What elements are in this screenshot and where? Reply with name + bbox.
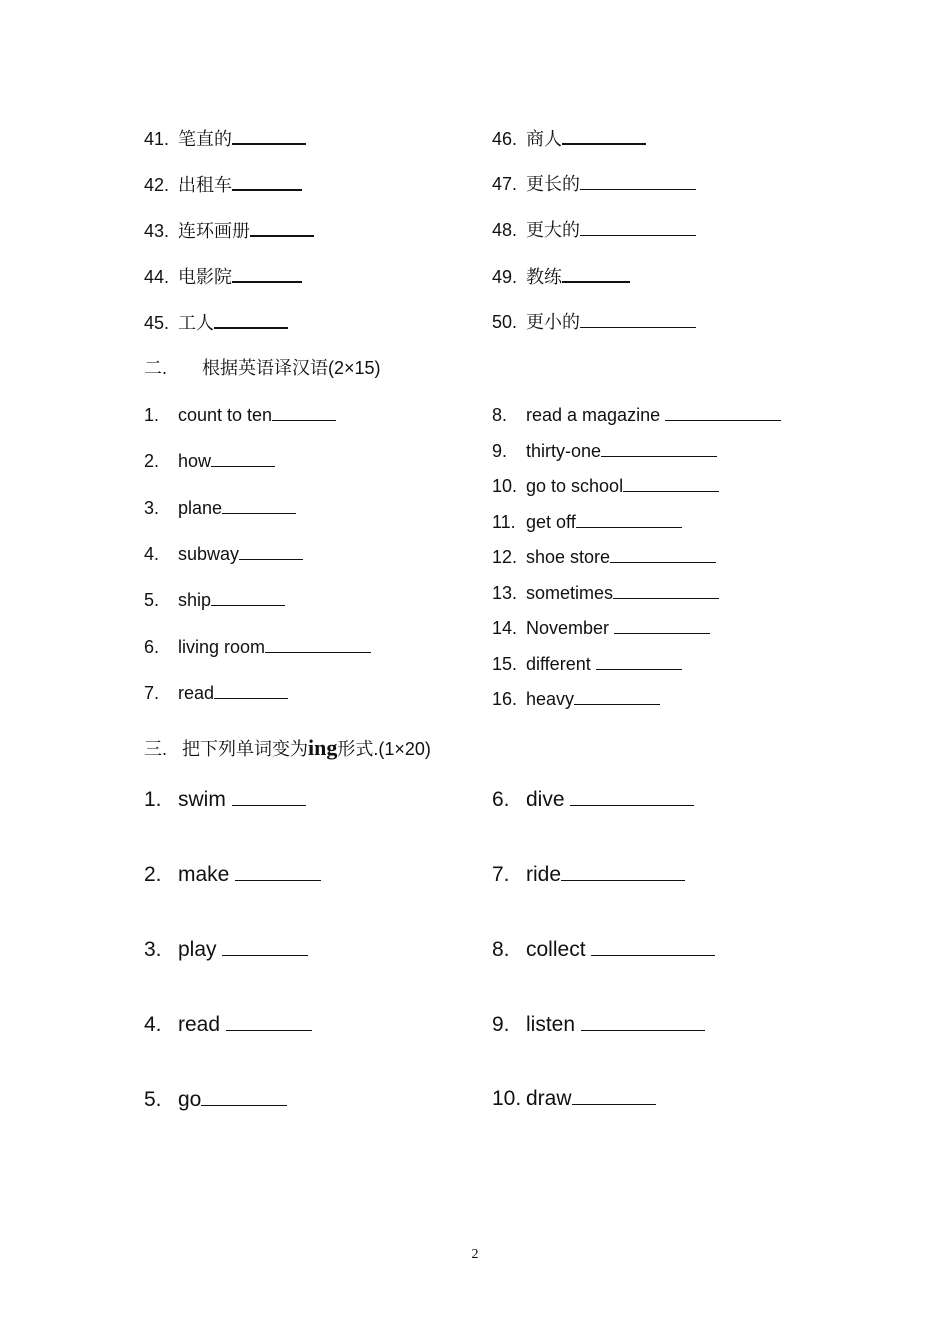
s2-item-16: 16. heavy xyxy=(492,687,660,710)
s3-item-8: 8. collect xyxy=(492,935,715,963)
answer-blank[interactable] xyxy=(235,860,321,881)
answer-blank[interactable] xyxy=(201,1085,287,1106)
answer-blank[interactable] xyxy=(272,403,336,421)
answer-blank[interactable] xyxy=(561,860,685,881)
answer-blank[interactable] xyxy=(211,588,285,606)
s3-item-9: 9. listen xyxy=(492,1010,705,1038)
answer-blank[interactable] xyxy=(580,172,696,190)
s1-item-48: 48. 更大的 xyxy=(492,218,696,241)
answer-blank[interactable] xyxy=(222,935,308,956)
answer-blank[interactable] xyxy=(562,264,630,283)
answer-blank[interactable] xyxy=(226,1010,312,1031)
s1-item-45: 45. 工人 xyxy=(144,310,288,334)
s2-item-9: 9. thirty-one xyxy=(492,439,717,462)
s1-item-46: 46. 商人 xyxy=(492,126,646,150)
answer-blank[interactable] xyxy=(601,439,717,457)
s2-item-15: 15. different xyxy=(492,652,682,675)
s3-item-7: 7. ride xyxy=(492,860,685,888)
s2-item-13: 13. sometimes xyxy=(492,581,719,604)
s1-item-43: 43. 连环画册 xyxy=(144,218,314,242)
s3-item-3: 3. play xyxy=(144,935,308,963)
answer-blank[interactable] xyxy=(214,681,288,699)
s2-item-10: 10. go to school xyxy=(492,474,719,497)
answer-blank[interactable] xyxy=(591,935,715,956)
answer-blank[interactable] xyxy=(574,687,660,705)
s2-item-2: 2. how xyxy=(144,449,275,472)
answer-blank[interactable] xyxy=(239,542,303,560)
answer-blank[interactable] xyxy=(576,510,682,528)
answer-blank[interactable] xyxy=(214,310,288,329)
section2-heading: 二. 根据英语译汉语(2×15) xyxy=(144,358,381,378)
answer-blank[interactable] xyxy=(562,126,646,145)
answer-blank[interactable] xyxy=(614,616,710,634)
answer-blank[interactable] xyxy=(250,218,314,237)
answer-blank[interactable] xyxy=(232,172,302,191)
s2-item-1: 1. count to ten xyxy=(144,403,336,426)
s3-item-4: 4. read xyxy=(144,1010,312,1038)
s2-item-12: 12. shoe store xyxy=(492,545,716,568)
answer-blank[interactable] xyxy=(211,449,275,467)
s1-item-41: 41. 笔直的 xyxy=(144,126,306,150)
s2-item-14: 14. November xyxy=(492,616,710,639)
s2-item-7: 7. read xyxy=(144,681,288,704)
answer-blank[interactable] xyxy=(572,1085,656,1105)
s2-item-5: 5. ship xyxy=(144,588,285,611)
answer-blank[interactable] xyxy=(610,545,716,563)
answer-blank[interactable] xyxy=(581,1010,705,1031)
s2-item-6: 6. living room xyxy=(144,635,371,658)
s2-item-3: 3. plane xyxy=(144,496,296,519)
answer-blank[interactable] xyxy=(222,496,296,514)
answer-blank[interactable] xyxy=(232,126,306,145)
s2-item-11: 11. get off xyxy=(492,510,682,533)
answer-blank[interactable] xyxy=(232,264,302,283)
answer-blank[interactable] xyxy=(665,403,781,421)
s3-item-2: 2. make xyxy=(144,860,321,888)
s1-item-42: 42. 出租车 xyxy=(144,172,302,196)
s3-item-6: 6. dive xyxy=(492,785,694,813)
s3-item-1: 1. swim xyxy=(144,785,306,813)
answer-blank[interactable] xyxy=(580,310,696,328)
answer-blank[interactable] xyxy=(580,218,696,236)
s2-item-8: 8. read a magazine xyxy=(492,403,781,426)
answer-blank[interactable] xyxy=(623,474,719,492)
s1-item-49: 49. 教练 xyxy=(492,264,630,288)
answer-blank[interactable] xyxy=(265,635,371,653)
section3-heading: 三. 把下列单词变为ing形式.(1×20) xyxy=(144,735,431,760)
answer-blank[interactable] xyxy=(570,785,694,806)
s1-item-47: 47. 更长的 xyxy=(492,172,696,195)
s3-item-5: 5. go xyxy=(144,1085,287,1113)
s1-item-50: 50. 更小的 xyxy=(492,310,696,333)
s3-item-10: 10. draw xyxy=(492,1085,656,1112)
s1-item-44: 44. 电影院 xyxy=(144,264,302,288)
answer-blank[interactable] xyxy=(232,785,306,806)
s2-item-4: 4. subway xyxy=(144,542,303,565)
answer-blank[interactable] xyxy=(596,652,682,670)
page-number: 2 xyxy=(471,1247,479,1262)
answer-blank[interactable] xyxy=(613,581,719,599)
